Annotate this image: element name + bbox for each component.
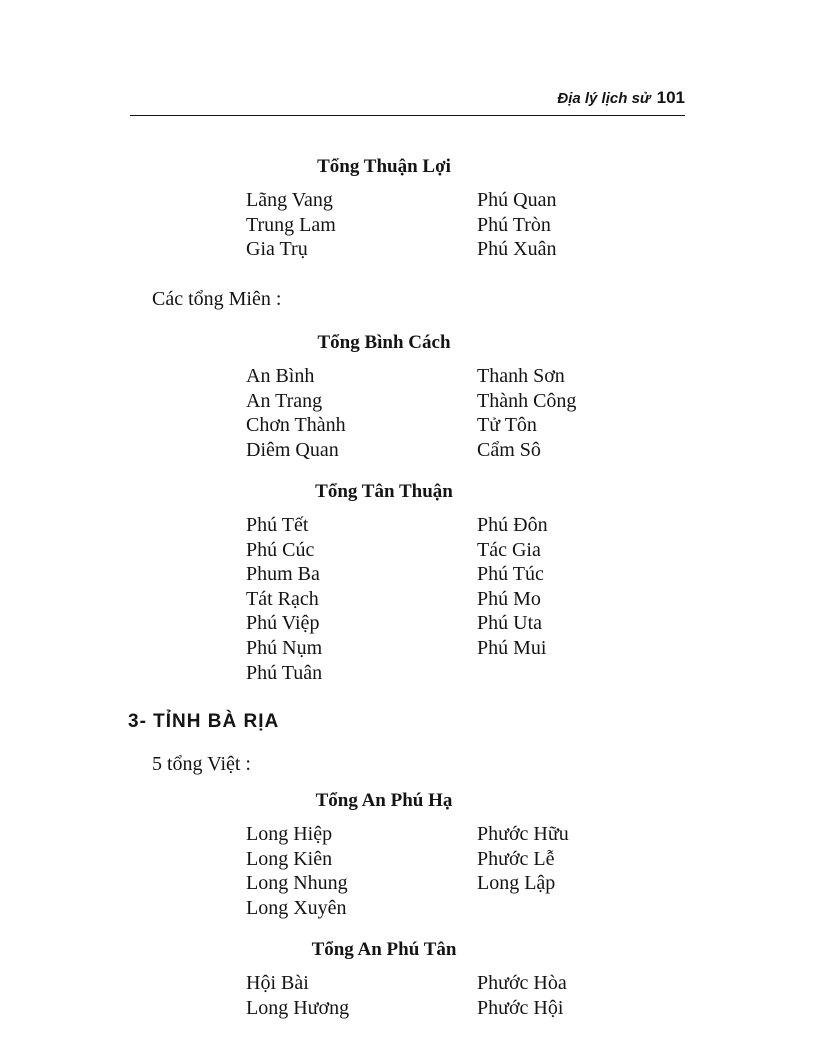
village-name: Phú Quan [477,189,557,211]
village-name: Phú Mo [477,587,541,610]
running-title: Địa lý lịch sử [557,90,651,107]
village-list-left [246,364,346,462]
village-name: An Bình [246,365,315,387]
village-name: Chơn Thành [246,414,346,437]
village-name: Phú Tuân [246,661,323,684]
village-list-left [246,822,348,920]
group-title-binh-cach: Tổng Bình Cách [317,332,451,353]
group-title-tan-thuan: Tổng Tân Thuận [315,481,453,502]
village-name: Phú Tròn [477,213,551,236]
header-rule [130,115,685,116]
intro-mien: Các tổng Miên : [152,288,282,310]
village-name: Phú Tết [246,514,309,536]
village-list-right [477,822,569,896]
village-name: Long Hương [246,996,350,1019]
village-name: Phú Xuân [477,238,557,261]
village-name: Long Kiên [246,847,333,870]
village-name: Lãng Vang [246,189,333,211]
village-name: Long Lập [477,872,556,895]
village-name: Thành Công [477,389,577,412]
group-title-thuan-loi: Tổng Thuận Lợi [317,156,451,177]
village-name: Phum Ba [246,563,320,586]
village-name: Gia Trụ [246,238,308,261]
group-title-an-phu-tan: Tổng An Phú Tân [311,939,457,960]
village-list-left [246,188,336,262]
group-title-an-phu-ha: Tổng An Phú Hạ [315,790,453,811]
village-name: Tác Gia [477,538,541,561]
running-header [130,88,685,108]
village-list-right [477,364,576,462]
village-name: Tát Rạch [246,587,319,610]
village-name: Thanh Sơn [477,365,565,387]
village-list-left [246,971,349,1020]
village-name: Phú Nụm [246,636,323,659]
section-heading: 3- TỈNH BÀ RỊA [128,711,280,732]
village-name: Tử Tôn [477,414,537,437]
village-list-right [477,513,548,661]
village-name: Phú Uta [477,612,542,635]
village-name: Cẩm Sô [477,438,541,461]
village-name: Phú Đôn [477,514,548,536]
village-name: Phước Hữu [477,823,569,845]
village-name: Long Hiệp [246,823,333,845]
village-name: Phú Mui [477,636,547,659]
village-name: Long Xuyên [246,896,347,919]
village-name: Phước Hội [477,996,564,1019]
village-name: An Trang [246,389,323,412]
village-name: Trung Lam [246,213,336,236]
village-name: Diêm Quan [246,438,339,461]
intro-viet: 5 tổng Việt : [152,753,251,775]
village-name: Phước Lễ [477,847,555,870]
village-list-right [477,971,567,1020]
page-number: 101 [656,88,685,107]
village-name: Phú Việp [246,612,320,635]
village-name: Hội Bài [246,972,309,994]
village-name: Phú Cúc [246,538,315,561]
village-list-left [246,513,322,685]
village-name: Phú Túc [477,563,544,586]
village-name: Phước Hòa [477,972,567,994]
village-name: Long Nhung [246,872,348,895]
village-list-right [477,188,556,262]
